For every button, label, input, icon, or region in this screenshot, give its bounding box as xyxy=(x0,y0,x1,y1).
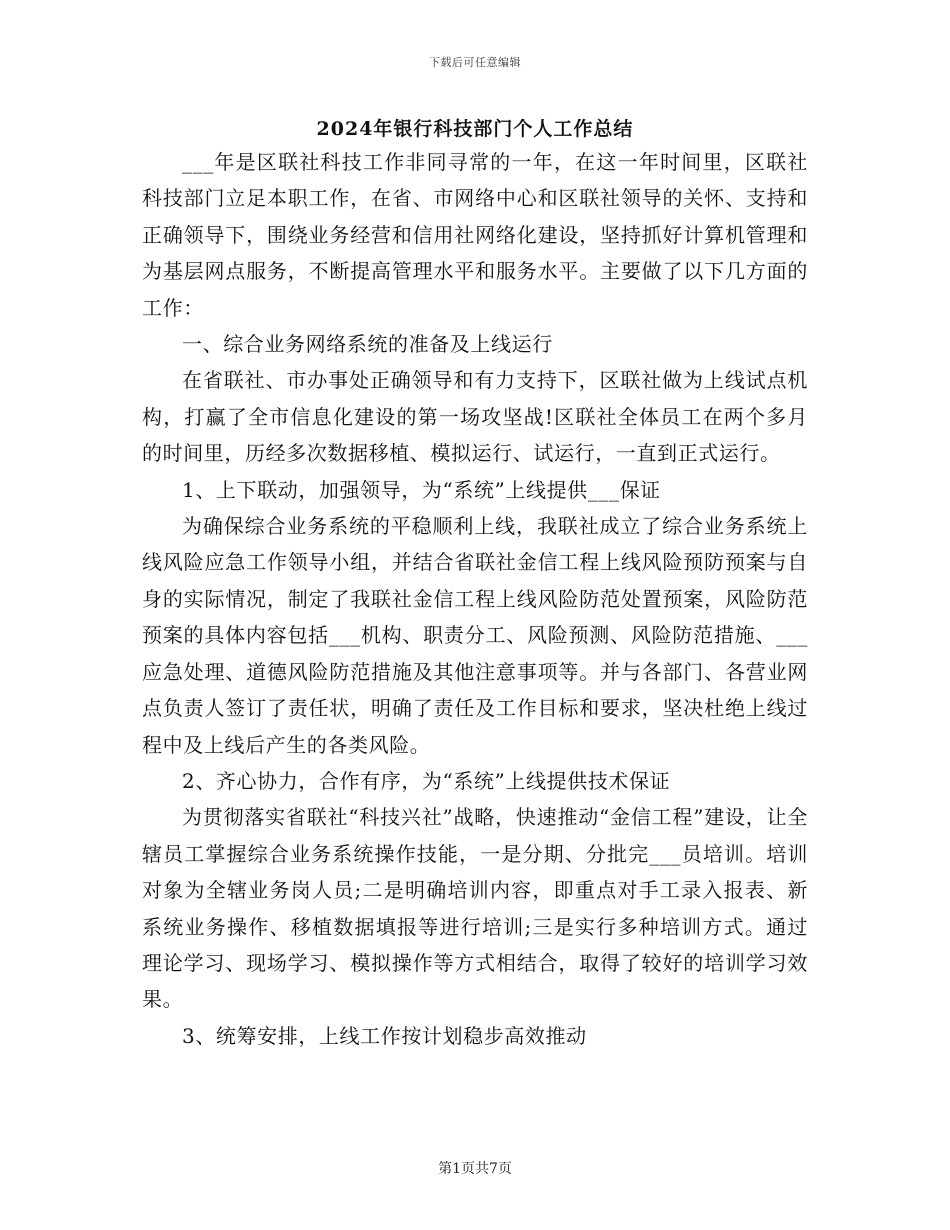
page-number: 第1页共7页 xyxy=(438,1161,512,1177)
subsection-heading-2: 2、齐心协力，合作有序，为“系统”上线提供技术保证 xyxy=(182,768,671,793)
subsection-heading-3: 3、统筹安排，上线工作按计划稳步高效推动 xyxy=(182,1023,587,1048)
document-title: 2024年银行科技部门个人工作总结 xyxy=(316,118,634,140)
body-paragraph: 为贯彻落实省联社“科技兴社”战略，快速推动“金信工程”建设，让全辖员工掌握综合业务系统操作技能，一是分期、分批完___员培训。培训对象为全辖业务岗人员;二是明确培训内容，即重点对手工录入报表、新系统业务操作、移植数据填报等进行培训;三是实行多种培训方式。通过理论学习、现场学习、模拟操作等方式相结合，取得了较好的培训学习效果。 xyxy=(142,805,808,1012)
body-paragraph: 为确保综合业务系统的平稳顺利上线，我联社成立了综合业务系统上线风险应急工作领导小组，并结合省联社金信工程上线风险预防预案与自身的实际情况，制定了我联社金信工程上线风险防范处置预案，风险防范预案的具体内容包括___机构、职责分工、风险预测、风险防范措施、___应急处理、道德风险防范措施及其他注意事项等。并与各部门、各营业网点负责人签订了责任状，明确了责任及工作目标和要求，坚决杜绝上线过程中及上线后产生的各类风险。 xyxy=(142,514,808,757)
intro-paragraph: ___年是区联社科技工作非同寻常的一年，在这一年时间里，区联社科技部门立足本职工作，在省、市网络中心和区联社领导的关怀、支持和正确领导下，围绕业务经营和信用社网络化建设，坚持抓好计算机管理和为基层网点服务，不断提高管理水平和服务水平。主要做了以下几方面的工作： xyxy=(142,150,808,320)
body-paragraph: 在省联社、市办事处正确领导和有力支持下，区联社做为上线试点机构，打赢了全市信息化建设的第一场攻坚战!区联社全体员工在两个多月的时间里，历经多次数据移植、模拟运行、试运行，一直到正式运行。 xyxy=(142,368,808,466)
document-body xyxy=(142,144,808,1054)
header-note: 下载后可任意编辑 xyxy=(429,56,521,69)
subsection-heading-1: 1、上下联动，加强领导，为“系统”上线提供___保证 xyxy=(182,477,661,502)
section-heading-1: 一、综合业务网络系统的准备及上线运行 xyxy=(182,332,553,357)
